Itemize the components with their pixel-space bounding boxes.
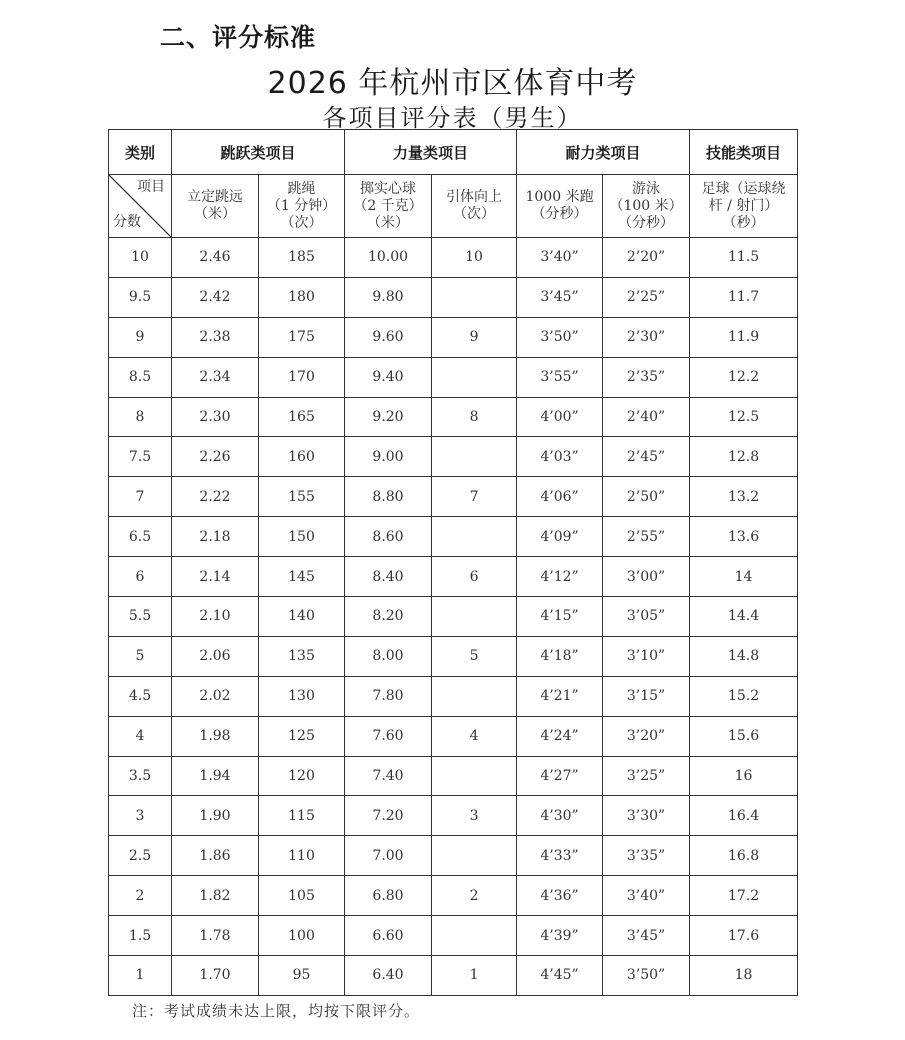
cell-medicine-ball: 9.80	[345, 277, 432, 317]
cell-pull-up: 10	[432, 238, 517, 278]
cell-football: 14	[690, 557, 798, 597]
cell-football: 11.5	[690, 238, 798, 278]
cell-1000m-run: 4’09”	[517, 517, 603, 557]
cell-medicine-ball: 9.40	[345, 357, 432, 397]
cell-score: 3.5	[109, 756, 172, 796]
cell-swimming: 3’50”	[603, 956, 690, 996]
cell-rope-skipping: 155	[259, 477, 345, 517]
cell-pull-up	[432, 756, 517, 796]
cell-rope-skipping: 120	[259, 756, 345, 796]
item-header-row	[109, 175, 798, 238]
cell-score: 2.5	[109, 836, 172, 876]
table-row	[109, 437, 798, 477]
diagonal-header-cell	[109, 175, 172, 238]
cell-standing-long-jump: 2.14	[172, 557, 259, 597]
diagonal-label-score: 分数	[113, 214, 141, 230]
cell-swimming: 2’25”	[603, 277, 690, 317]
cell-standing-long-jump: 2.22	[172, 477, 259, 517]
cell-standing-long-jump: 1.98	[172, 716, 259, 756]
cell-pull-up: 4	[432, 716, 517, 756]
table-row	[109, 277, 798, 317]
cell-standing-long-jump: 2.06	[172, 636, 259, 676]
page-title: 2026 年杭州市区体育中考	[267, 66, 638, 101]
cell-medicine-ball: 8.80	[345, 477, 432, 517]
cell-rope-skipping: 185	[259, 238, 345, 278]
cell-1000m-run: 4’06”	[517, 477, 603, 517]
cell-1000m-run: 4’18”	[517, 636, 603, 676]
cell-pull-up: 9	[432, 317, 517, 357]
cell-medicine-ball: 6.40	[345, 956, 432, 996]
cell-1000m-run: 4’03”	[517, 437, 603, 477]
cell-pull-up	[432, 517, 517, 557]
cell-medicine-ball: 8.40	[345, 557, 432, 597]
cell-football: 15.6	[690, 716, 798, 756]
cell-rope-skipping: 170	[259, 357, 345, 397]
cell-score: 1	[109, 956, 172, 996]
table-row	[109, 716, 798, 756]
category-header-row	[109, 130, 798, 175]
cell-rope-skipping: 130	[259, 676, 345, 716]
cell-rope-skipping: 95	[259, 956, 345, 996]
cell-standing-long-jump: 2.34	[172, 357, 259, 397]
cell-rope-skipping: 150	[259, 517, 345, 557]
category-label: 类别	[109, 130, 172, 175]
cell-swimming: 3’15”	[603, 676, 690, 716]
cell-pull-up: 5	[432, 636, 517, 676]
table-row	[109, 238, 798, 278]
cell-rope-skipping: 165	[259, 397, 345, 437]
table-row	[109, 397, 798, 437]
cell-pull-up: 2	[432, 876, 517, 916]
cell-standing-long-jump: 2.30	[172, 397, 259, 437]
table-row	[109, 916, 798, 956]
cell-medicine-ball: 6.80	[345, 876, 432, 916]
cell-rope-skipping: 145	[259, 557, 345, 597]
cell-medicine-ball: 8.00	[345, 636, 432, 676]
table-row	[109, 956, 798, 996]
cell-standing-long-jump: 1.94	[172, 756, 259, 796]
cell-swimming: 3’00”	[603, 557, 690, 597]
cell-pull-up	[432, 676, 517, 716]
cell-rope-skipping: 140	[259, 597, 345, 637]
cell-football: 17.6	[690, 916, 798, 956]
cell-swimming: 2’45”	[603, 437, 690, 477]
cell-football: 12.8	[690, 437, 798, 477]
table-row	[109, 557, 798, 597]
cell-football: 15.2	[690, 676, 798, 716]
cell-rope-skipping: 115	[259, 796, 345, 836]
scoring-table	[108, 129, 798, 996]
cell-medicine-ball: 6.60	[345, 916, 432, 956]
cell-pull-up	[432, 836, 517, 876]
group-header-skill: 技能类项目	[690, 130, 798, 175]
cell-football: 16	[690, 756, 798, 796]
table-row	[109, 796, 798, 836]
item-header-pull-up: 引体向上 （次）	[432, 175, 517, 238]
cell-medicine-ball: 7.80	[345, 676, 432, 716]
item-header-rope-skipping: 跳绳 （1 分钟） （次）	[259, 175, 345, 238]
cell-pull-up	[432, 277, 517, 317]
cell-score: 8	[109, 397, 172, 437]
table-row	[109, 477, 798, 517]
cell-score: 5.5	[109, 597, 172, 637]
cell-swimming: 2’30”	[603, 317, 690, 357]
group-header-strength: 力量类项目	[345, 130, 517, 175]
cell-medicine-ball: 9.20	[345, 397, 432, 437]
cell-score: 1.5	[109, 916, 172, 956]
cell-score: 6.5	[109, 517, 172, 557]
footnote: 注：考试成绩未达上限，均按下限评分。	[132, 1002, 421, 1020]
cell-football: 12.5	[690, 397, 798, 437]
cell-score: 7.5	[109, 437, 172, 477]
cell-1000m-run: 3’40”	[517, 238, 603, 278]
cell-standing-long-jump: 2.26	[172, 437, 259, 477]
cell-medicine-ball: 9.60	[345, 317, 432, 357]
cell-football: 14.8	[690, 636, 798, 676]
cell-score: 9	[109, 317, 172, 357]
cell-medicine-ball: 7.00	[345, 836, 432, 876]
diagonal-label-item: 项目	[137, 179, 165, 195]
cell-1000m-run: 4’12”	[517, 557, 603, 597]
cell-medicine-ball: 7.20	[345, 796, 432, 836]
cell-pull-up	[432, 437, 517, 477]
cell-rope-skipping: 100	[259, 916, 345, 956]
cell-medicine-ball: 7.60	[345, 716, 432, 756]
item-header-standing-long-jump: 立定跳远 （米）	[172, 175, 259, 238]
cell-1000m-run: 3’55”	[517, 357, 603, 397]
cell-swimming: 2’20”	[603, 238, 690, 278]
table-row	[109, 636, 798, 676]
cell-1000m-run: 4’36”	[517, 876, 603, 916]
cell-football: 13.6	[690, 517, 798, 557]
cell-1000m-run: 4’24”	[517, 716, 603, 756]
cell-rope-skipping: 135	[259, 636, 345, 676]
cell-swimming: 2’50”	[603, 477, 690, 517]
cell-standing-long-jump: 1.70	[172, 956, 259, 996]
cell-standing-long-jump: 2.38	[172, 317, 259, 357]
table-row	[109, 317, 798, 357]
cell-rope-skipping: 160	[259, 437, 345, 477]
cell-pull-up	[432, 357, 517, 397]
cell-swimming: 3’35”	[603, 836, 690, 876]
cell-swimming: 2’35”	[603, 357, 690, 397]
cell-score: 4.5	[109, 676, 172, 716]
cell-rope-skipping: 180	[259, 277, 345, 317]
cell-football: 16.8	[690, 836, 798, 876]
cell-swimming: 3’25”	[603, 756, 690, 796]
cell-score: 10	[109, 238, 172, 278]
cell-pull-up	[432, 597, 517, 637]
cell-score: 6	[109, 557, 172, 597]
cell-football: 13.2	[690, 477, 798, 517]
cell-football: 11.9	[690, 317, 798, 357]
cell-pull-up: 3	[432, 796, 517, 836]
cell-score: 9.5	[109, 277, 172, 317]
cell-football: 14.4	[690, 597, 798, 637]
cell-pull-up: 1	[432, 956, 517, 996]
cell-standing-long-jump: 2.10	[172, 597, 259, 637]
cell-1000m-run: 4’15”	[517, 597, 603, 637]
cell-football: 12.2	[690, 357, 798, 397]
group-header-jump: 跳跃类项目	[172, 130, 345, 175]
cell-football: 18	[690, 956, 798, 996]
cell-medicine-ball: 7.40	[345, 756, 432, 796]
cell-1000m-run: 4’00”	[517, 397, 603, 437]
table-row	[109, 876, 798, 916]
cell-standing-long-jump: 2.42	[172, 277, 259, 317]
cell-medicine-ball: 8.60	[345, 517, 432, 557]
cell-score: 4	[109, 716, 172, 756]
cell-1000m-run: 3’45”	[517, 277, 603, 317]
item-header-swimming: 游泳 （100 米） （分秒）	[603, 175, 690, 238]
cell-1000m-run: 4’39”	[517, 916, 603, 956]
table-row	[109, 676, 798, 716]
cell-score: 2	[109, 876, 172, 916]
cell-rope-skipping: 125	[259, 716, 345, 756]
cell-standing-long-jump: 1.90	[172, 796, 259, 836]
cell-score: 3	[109, 796, 172, 836]
cell-swimming: 3’05”	[603, 597, 690, 637]
cell-swimming: 3’45”	[603, 916, 690, 956]
cell-score: 8.5	[109, 357, 172, 397]
cell-1000m-run: 3’50”	[517, 317, 603, 357]
cell-swimming: 2’55”	[603, 517, 690, 557]
cell-1000m-run: 4’21”	[517, 676, 603, 716]
cell-score: 5	[109, 636, 172, 676]
item-header-football: 足球（运球绕 杆 / 射门） （秒）	[690, 175, 798, 238]
cell-pull-up: 8	[432, 397, 517, 437]
cell-swimming: 3’20”	[603, 716, 690, 756]
cell-football: 16.4	[690, 796, 798, 836]
cell-medicine-ball: 8.20	[345, 597, 432, 637]
table-row	[109, 756, 798, 796]
cell-swimming: 3’40”	[603, 876, 690, 916]
cell-score: 7	[109, 477, 172, 517]
cell-1000m-run: 4’27”	[517, 756, 603, 796]
cell-rope-skipping: 105	[259, 876, 345, 916]
cell-standing-long-jump: 2.18	[172, 517, 259, 557]
cell-pull-up: 7	[432, 477, 517, 517]
cell-medicine-ball: 9.00	[345, 437, 432, 477]
table-row	[109, 517, 798, 557]
section-heading: 二、评分标准	[160, 23, 317, 52]
cell-1000m-run: 4’30”	[517, 796, 603, 836]
cell-standing-long-jump: 2.02	[172, 676, 259, 716]
cell-1000m-run: 4’45”	[517, 956, 603, 996]
cell-medicine-ball: 10.00	[345, 238, 432, 278]
cell-standing-long-jump: 2.46	[172, 238, 259, 278]
item-header-medicine-ball: 掷实心球 （2 千克） （米）	[345, 175, 432, 238]
cell-rope-skipping: 110	[259, 836, 345, 876]
table-row	[109, 836, 798, 876]
cell-standing-long-jump: 1.82	[172, 876, 259, 916]
cell-football: 11.7	[690, 277, 798, 317]
cell-standing-long-jump: 1.86	[172, 836, 259, 876]
cell-standing-long-jump: 1.78	[172, 916, 259, 956]
page-subtitle: 各项目评分表（男生）	[322, 104, 583, 132]
cell-rope-skipping: 175	[259, 317, 345, 357]
cell-football: 17.2	[690, 876, 798, 916]
cell-swimming: 2’40”	[603, 397, 690, 437]
item-header-1000m-run: 1000 米跑 （分秒）	[517, 175, 603, 238]
table-row	[109, 597, 798, 637]
cell-pull-up: 6	[432, 557, 517, 597]
cell-swimming: 3’10”	[603, 636, 690, 676]
table-row	[109, 357, 798, 397]
cell-1000m-run: 4’33”	[517, 836, 603, 876]
group-header-endurance: 耐力类项目	[517, 130, 690, 175]
score-rows	[109, 238, 798, 996]
cell-swimming: 3’30”	[603, 796, 690, 836]
cell-pull-up	[432, 916, 517, 956]
